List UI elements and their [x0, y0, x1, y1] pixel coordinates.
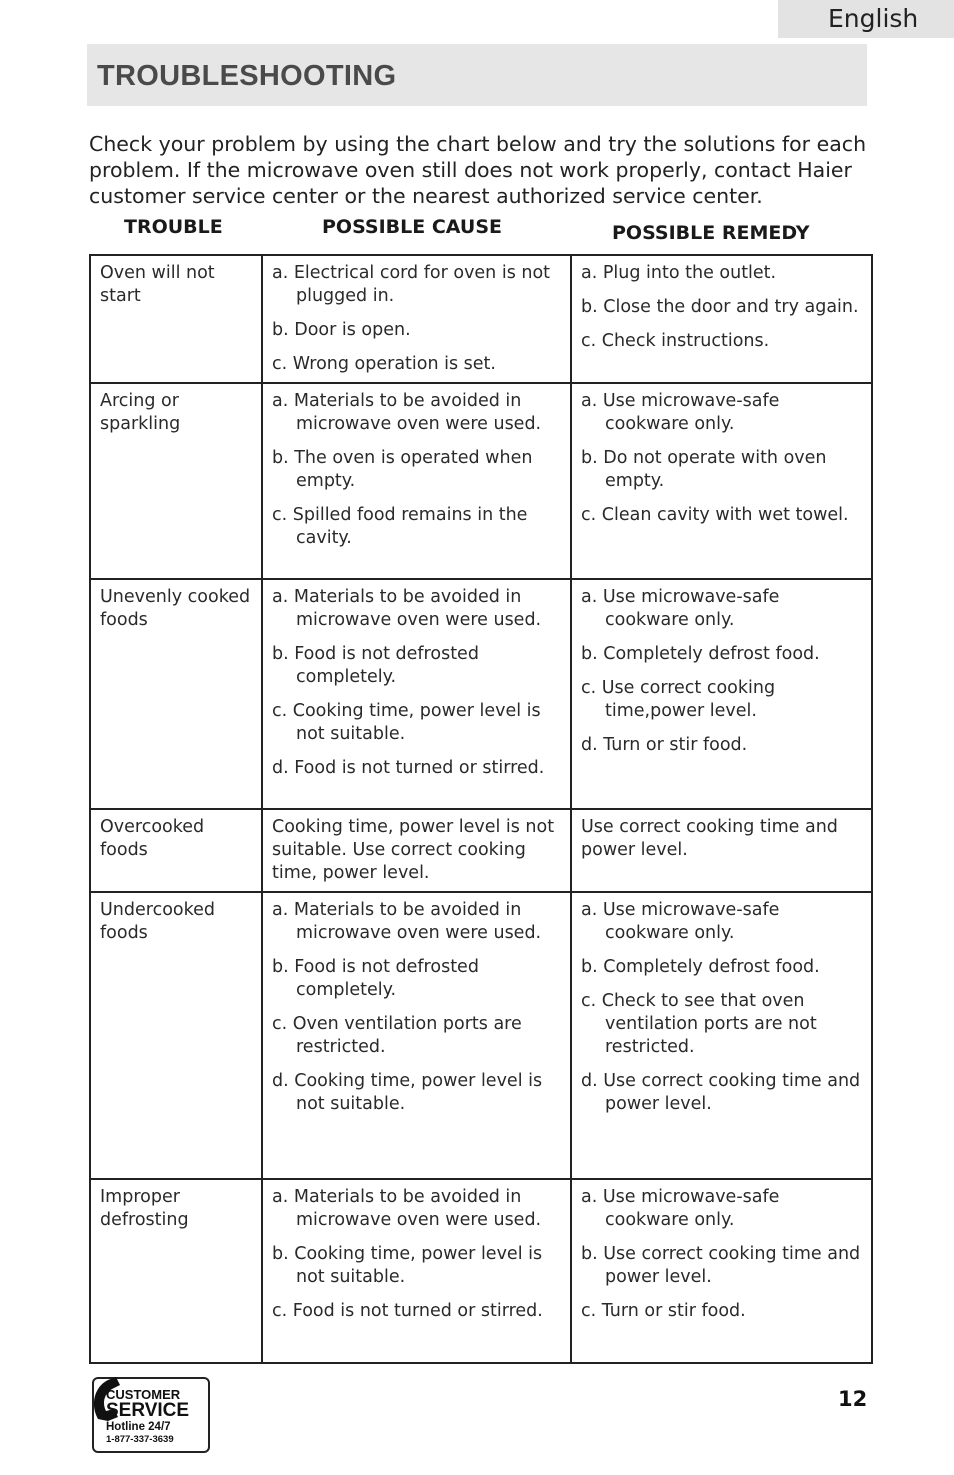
cause-text: Cooking time, power level is not suitable. Use correct cooking time, power level. — [272, 817, 555, 883]
cause-cell — [262, 809, 571, 892]
table-row — [90, 255, 872, 383]
language-label: English — [828, 4, 919, 33]
logo-text-hotline: Hotline 24/7 — [106, 1421, 171, 1433]
trouble-cell: Unevenly cooked foods — [90, 579, 262, 809]
remedy-cell — [571, 579, 872, 809]
trouble-cell: Undercooked foods — [90, 892, 262, 1179]
intro-paragraph: Check your problem by using the chart below and try the solutions for each problem. If the microwave oven still does not work properly, contact Haier customer service center or the nearest authorized service center. — [89, 132, 867, 208]
cause-item: a. Materials to be avoided in microwave oven were used. — [272, 391, 542, 434]
cause-item: b. The oven is operated when empty. — [272, 448, 533, 491]
remedy-item: c. Turn or stir food. — [581, 1301, 746, 1321]
language-tab — [778, 0, 954, 38]
remedy-item: c. Clean cavity with wet towel. — [581, 505, 849, 525]
remedy-item: a. Use microwave-safe cookware only. — [581, 391, 780, 434]
remedy-cell — [571, 383, 872, 579]
header-possible-cause: POSSIBLE CAUSE — [322, 216, 502, 238]
remedy-item: d. Turn or stir food. — [581, 735, 748, 755]
trouble-cell: Arcing or sparkling — [90, 383, 262, 579]
table-row — [90, 1179, 872, 1363]
cause-item: c. Oven ventilation ports are restricted. — [272, 1014, 522, 1057]
title-bar — [87, 44, 867, 106]
cause-cell — [262, 579, 571, 809]
page-title: TROUBLESHOOTING — [97, 60, 397, 92]
trouble-cell: Improper defrosting — [90, 1179, 262, 1363]
remedy-item: a. Use microwave-safe cookware only. — [581, 587, 780, 630]
troubleshooting-table — [89, 254, 873, 1364]
cause-item: b. Food is not defrosted completely. — [272, 957, 479, 1000]
logo-text-service: SERVICE — [106, 1400, 190, 1421]
remedy-cell — [571, 892, 872, 1179]
page-number: 12 — [838, 1387, 868, 1411]
remedy-item: b. Use correct cooking time and power level. — [581, 1244, 861, 1287]
table-row — [90, 579, 872, 809]
remedy-item: a. Use microwave-safe cookware only. — [581, 900, 780, 943]
remedy-item: b. Completely defrost food. — [581, 957, 820, 977]
cause-item: c. Spilled food remains in the cavity. — [272, 505, 528, 548]
cause-cell — [262, 892, 571, 1179]
cause-item: c. Cooking time, power level is not suitable. — [272, 701, 541, 744]
remedy-item: b. Do not operate with oven empty. — [581, 448, 827, 491]
cause-item: c. Food is not turned or stirred. — [272, 1301, 543, 1321]
remedy-item: c. Check to see that oven ventilation ports are not restricted. — [581, 991, 817, 1057]
cause-item: b. Door is open. — [272, 320, 411, 340]
cause-item: a. Electrical cord for oven is not plugged in. — [272, 263, 551, 306]
trouble-cell: Overcooked foods — [90, 809, 262, 892]
logo-text-phone-number: 1-877-337-3639 — [106, 1434, 174, 1445]
cause-item: d. Cooking time, power level is not suitable. — [272, 1071, 543, 1114]
table-row — [90, 383, 872, 579]
remedy-item: b. Completely defrost food. — [581, 644, 820, 664]
cause-item: a. Materials to be avoided in microwave oven were used. — [272, 1187, 542, 1230]
remedy-item: c. Check instructions. — [581, 331, 770, 351]
logo-text-customer: CUSTOMER — [106, 1387, 181, 1402]
cause-item: a. Materials to be avoided in microwave oven were used. — [272, 900, 542, 943]
table-row — [90, 892, 872, 1179]
remedy-cell — [571, 809, 872, 892]
remedy-cell — [571, 255, 872, 383]
remedy-item: b. Close the door and try again. — [581, 297, 859, 317]
cause-item: d. Food is not turned or stirred. — [272, 758, 545, 778]
cause-item: b. Food is not defrosted completely. — [272, 644, 479, 687]
cause-cell — [262, 1179, 571, 1363]
header-trouble: TROUBLE — [124, 216, 223, 238]
cause-cell — [262, 255, 571, 383]
table-row — [90, 809, 872, 892]
customer-service-logo — [90, 1375, 212, 1455]
cause-cell — [262, 383, 571, 579]
remedy-text: Use correct cooking time and power level. — [581, 817, 838, 860]
remedy-item: a. Use microwave-safe cookware only. — [581, 1187, 780, 1230]
trouble-cell: Oven will not start — [90, 255, 262, 383]
remedy-item: a. Plug into the outlet. — [581, 263, 777, 283]
cause-item: a. Materials to be avoided in microwave oven were used. — [272, 587, 542, 630]
header-possible-remedy: POSSIBLE REMEDY — [612, 222, 810, 244]
cause-item: b. Cooking time, power level is not suitable. — [272, 1244, 543, 1287]
remedy-cell — [571, 1179, 872, 1363]
remedy-item: c. Use correct cooking time,power level. — [581, 678, 776, 721]
remedy-item: d. Use correct cooking time and power level. — [581, 1071, 861, 1114]
cause-item: c. Wrong operation is set. — [272, 354, 496, 374]
